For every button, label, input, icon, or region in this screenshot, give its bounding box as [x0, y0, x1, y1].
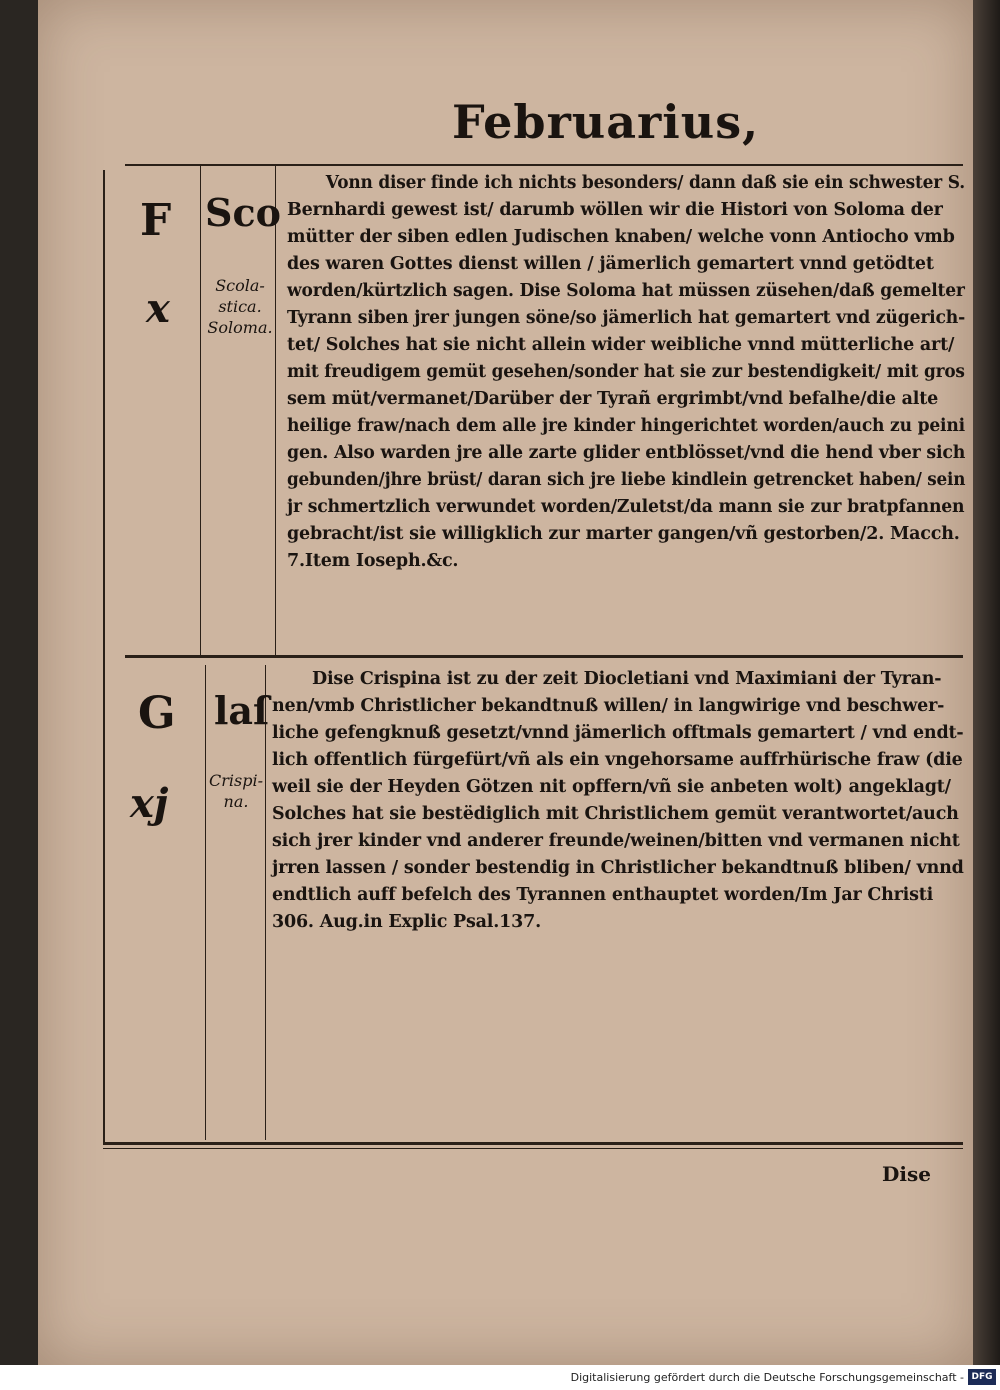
saint-name-line: stica.: [218, 297, 262, 316]
table-middle-rule: [125, 655, 963, 658]
entry-1-day-number: x: [146, 285, 170, 332]
page-edge: [973, 0, 1000, 1365]
text-line: sich jrer kinder vnd anderer freunde/weinen/bitten vnd vermanen nicht: [272, 831, 960, 851]
column-divider-3: [275, 165, 276, 655]
text-line: lich offentlich fürgefürt/vñ als ein vngehorsame auffrhürische fraw (die: [272, 750, 963, 770]
text-line: 306. Aug.in Explic Psal.137.: [272, 912, 541, 932]
text-line: des waren Gottes dienst willen / jämerlich gemartert vnnd getödtet: [287, 254, 934, 274]
saint-name-line: Soloma.: [207, 318, 273, 337]
text-line: gebracht/ist sie willigklich zur marter gangen/vñ gestorben/2. Macch.: [287, 524, 960, 544]
dfg-logo: DFG: [968, 1369, 996, 1385]
text-line: jr schmertzlich verwundet worden/Zuletst/da mann sie zur bratpfannen: [287, 497, 965, 517]
entry-2-day-number: xj: [130, 780, 169, 827]
text-line: jrren lassen / sonder bestendig in Christlicher bekandtnuß bliben/ vnnd: [272, 858, 964, 878]
column-divider-1: [103, 170, 105, 1145]
saint-name-line: na.: [223, 792, 249, 811]
text-line: weil sie der Heyden Götzen nit opffern/vñ sie anbeten wolt) angeklagt/: [272, 777, 951, 797]
entry-1-saint-names: [204, 275, 276, 338]
text-line: tet/ Solches hat sie nicht allein wider weibliche vnnd mütterliche art/: [287, 335, 955, 355]
entry-2-saint-names: [207, 770, 265, 812]
digitization-credit: Digitalisierung gefördert durch die Deutsche Forschungsgemeinschaft -: [570, 1371, 964, 1384]
text-line: Dise Crispina ist zu der zeit Diocletiani vnd Maximiani der Tyran-: [312, 669, 942, 689]
text-line: mütter der siben edlen Judischen knaben/ welche vonn Antiocho vmb: [287, 227, 955, 247]
table-bottom-rule-thin: [103, 1148, 963, 1149]
table-bottom-rule: [103, 1142, 963, 1145]
text-line: gebunden/jhre brüst/ daran sich jre liebe kindlein getrencket haben/ sein: [287, 470, 966, 490]
text-line: Solches hat sie bestëdiglich mit Christlichem gemüt verantwortet/auch: [272, 804, 959, 824]
entry-1-feast-abbr: Sco: [205, 190, 281, 235]
entry-2-text: [272, 666, 964, 936]
text-line: mit freudigem gemüt gesehen/sonder hat sie zur bestendigkeit/ mit gros: [287, 362, 965, 382]
entry-1-month-letter: F: [140, 195, 172, 246]
entry-2-feast-abbr: laſ: [214, 688, 270, 733]
text-line: gen. Also warden jre alle zarte glider entblösset/vnd die hend vber sich: [287, 443, 966, 463]
entry-1-text: [287, 170, 965, 575]
running-head: Februarius,: [452, 95, 760, 149]
text-line: nen/vmb Christlicher bekandtnuß willen/ in langwirige vnd beschwer-: [272, 696, 945, 716]
text-line: 7.Item Ioseph.&c.: [287, 551, 459, 571]
text-line: Vonn diser finde ich nichts besonders/ dann daß sie ein schwester S.: [325, 173, 965, 193]
text-line: worden/kürtzlich sagen. Dise Soloma hat müssen züsehen/daß gemelter: [287, 281, 965, 301]
table-top-rule: [125, 164, 963, 166]
text-line: endtlich auff befelch des Tyrannen enthauptet worden/Im Jar Christi: [272, 885, 934, 905]
text-line: liche gefengknuß gesetzt/vnnd jämerlich offtmals gemartert / vnd endt-: [272, 723, 964, 743]
catchword: Dise: [882, 1162, 931, 1186]
column-divider-5: [265, 665, 266, 1140]
text-line: Bernhardi gewest ist/ darumb wöllen wir die Histori von Soloma der: [287, 200, 943, 220]
column-divider-4: [205, 665, 206, 1140]
saint-name-line: Crispi-: [209, 771, 263, 790]
text-line: Tyrann siben jrer jungen söne/so jämerlich hat gemartert vnd zügerich-: [287, 308, 966, 328]
entry-2-month-letter: G: [138, 688, 176, 739]
text-line: sem müt/vermanet/Darüber der Tyrañ ergrimbt/vnd befalhe/die alte: [287, 389, 939, 409]
column-divider-2: [200, 165, 201, 655]
text-line: heilige fraw/nach dem alle jre kinder hingerichtet worden/auch zu peini: [287, 416, 965, 436]
saint-name-line: Scola-: [215, 276, 265, 295]
